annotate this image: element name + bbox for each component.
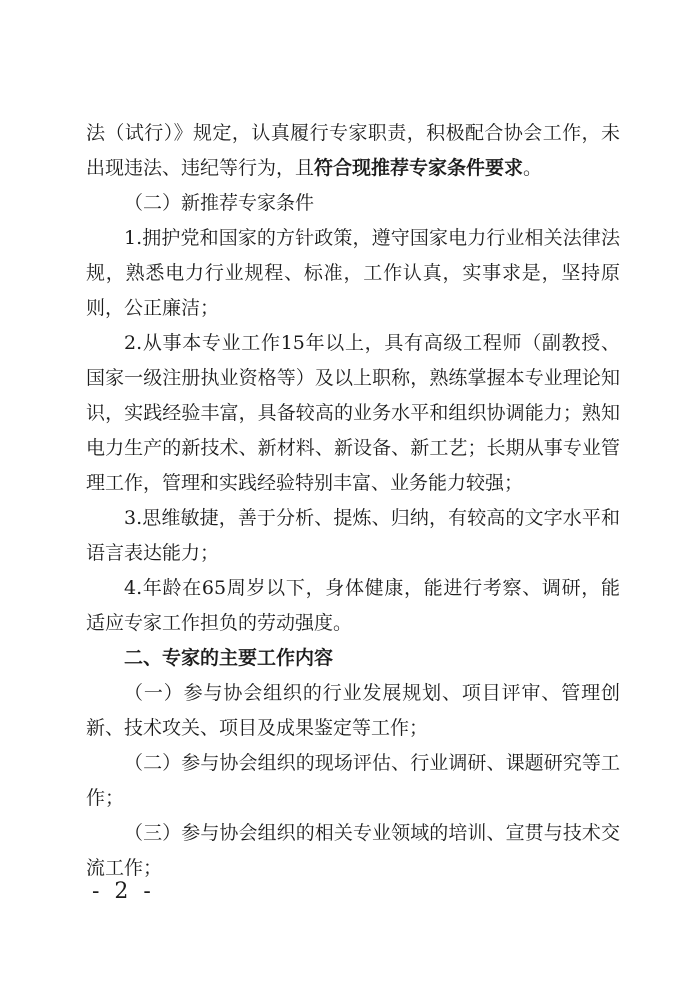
work-item-3: （三）参与协会组织的相关专业领域的培训、宣贯与技术交流工作； [86, 822, 620, 879]
criteria-item-1: 1.拥护党和国家的方针政策，遵守国家电力行业相关法律法规，熟悉电力行业规程、标准，工作认真，实事求是，坚持原则，公正廉洁； [86, 227, 620, 319]
continuation-end: 。 [523, 157, 543, 179]
document-body [86, 116, 620, 886]
continuation-bold-text: 符合现推荐专家条件要求 [314, 157, 524, 179]
page-number: - 2 - [92, 879, 155, 904]
work-item-1: （一）参与协会组织的行业发展规划、项目评审、管理创新、技术攻关、项目及成果鉴定等工作； [86, 682, 620, 739]
criteria-item-4: 4.年龄在65周岁以下，身体健康，能进行考察、调研，能适应专家工作担负的劳动强度。 [86, 577, 620, 634]
criteria-item-2: 2.从事本专业工作15年以上，具有高级工程师（副教授、国家一级注册执业资格等）及以上职称，熟练掌握本专业理论知识，实践经验丰富，具备较高的业务水平和组织协调能力；熟知电力生产的新技术、新材料、新设备、新工艺；长期从事专业管理工作，管理和实践经验特别丰富、业务能力较强； [86, 332, 620, 494]
section-heading: 二、专家的主要工作内容 [124, 647, 334, 669]
criteria-item-3: 3.思维敏捷，善于分析、提炼、归纳，有较高的文字水平和语言表达能力； [86, 507, 620, 564]
continuation-text: 法（试行）》规定，认真履行专家职责，积极配合协会工作，未出现违法、违纪等行为，且 [86, 122, 620, 179]
continuation-paragraph [86, 116, 620, 186]
work-item-2: （二）参与协会组织的现场评估、行业调研、课题研究等工作； [86, 752, 620, 809]
subsection-heading: （二）新推荐专家条件 [124, 192, 315, 214]
